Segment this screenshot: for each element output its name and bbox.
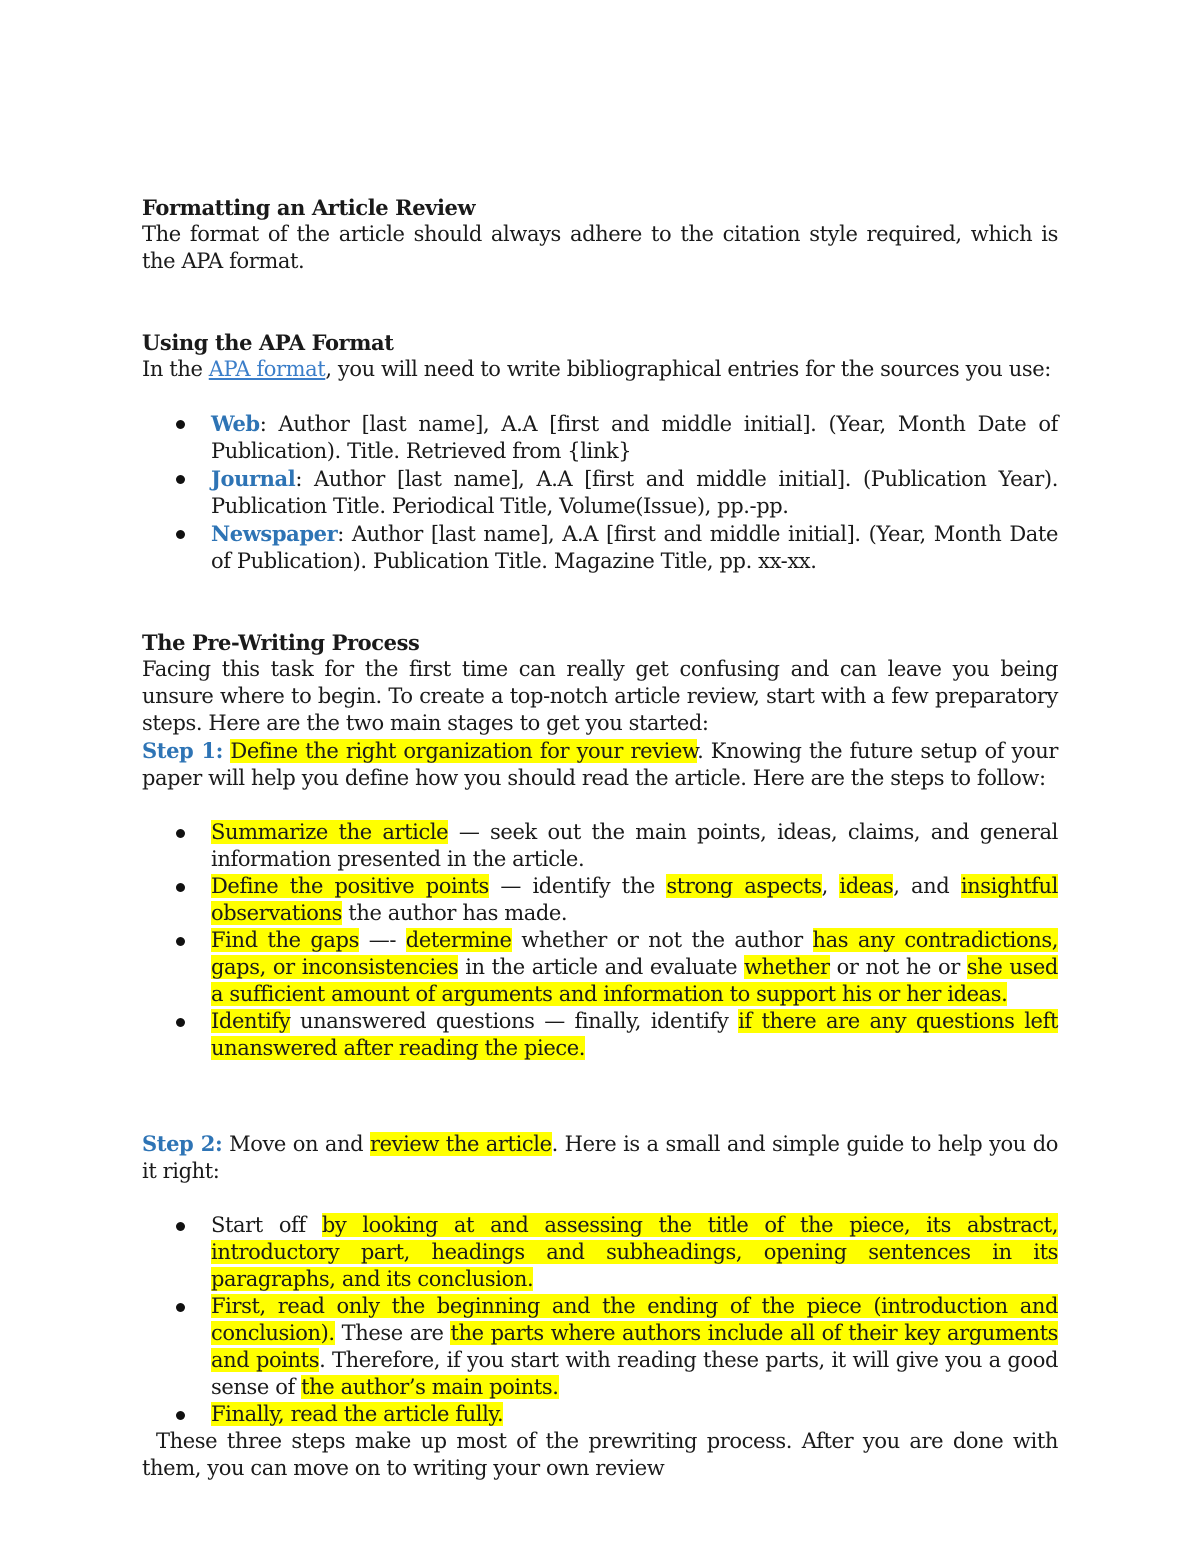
text-start-off: Start off — [211, 1213, 322, 1237]
list-item-identify-questions — [142, 1008, 1058, 1062]
hl-find-gaps: Find the gaps — [211, 928, 359, 952]
apa-citation-list — [142, 410, 1058, 575]
heading-formatting: Formatting an Article Review — [142, 195, 476, 220]
apa-intro-text-a: In the — [142, 357, 209, 381]
text-gaps-a: —- — [358, 928, 406, 952]
hl-positive: Define the positive points — [211, 874, 489, 898]
hl-key-arguments: the parts where authors include all of their key arguments and points — [211, 1321, 1058, 1372]
paragraph-step1 — [142, 737, 1058, 792]
bullet-icon — [176, 883, 185, 892]
hl-main-points: the author’s main points. — [301, 1375, 559, 1399]
hl-determine: determine — [405, 928, 512, 952]
hl-first: First — [211, 1294, 260, 1318]
heading-apa: Using the APA Format — [142, 330, 394, 355]
apa-format-link[interactable]: APA format — [208, 357, 326, 381]
text-gaps-d: or not he or — [829, 955, 967, 979]
hl-read-only: , read only the beginning and the ending of the piece (introduction and conclusion). — [211, 1294, 1058, 1345]
hl-strong-aspects: strong aspects — [666, 874, 822, 898]
step2-highlight: review the article — [369, 1132, 552, 1156]
bullet-icon — [176, 1018, 185, 1027]
section-step2 — [142, 1130, 1058, 1482]
label-journal: Journal — [211, 466, 296, 491]
text-positive-c: , and — [893, 874, 961, 898]
paragraph-formatting: The format of the article should always adhere to the citation style required, which is the APA format. — [142, 222, 1058, 273]
text-therefore: . Therefore, if you start with reading these parts, it will give you a good sense of — [211, 1348, 1058, 1399]
step1-label: Step 1: — [142, 738, 223, 763]
list-item-newspaper — [142, 520, 1058, 575]
paragraph-prewriting: Facing this task for the first time can really get confusing and can leave you being unsure where to begin. To create a top-notch article review, start with a few preparatory steps. Here are the two main stages to get you started: — [142, 657, 1058, 735]
hl-finally: Finally, read the article fully. — [211, 1402, 504, 1426]
hl-insightful: insightful observations — [211, 874, 1058, 925]
apa-intro-text-b: , you will need to write bibliographical entries for the sources you use: — [325, 357, 1051, 381]
section-formatting — [142, 194, 1058, 275]
step1-highlight: Define the right organization for your review — [230, 739, 698, 763]
heading-prewriting: The Pre-Writing Process — [142, 630, 420, 655]
hl-start-off: by looking at and assessing the title of the piece, its abstract, introductory part, headings and subheadings, opening sentences in its paragraphs, and its conclusion. — [211, 1213, 1058, 1291]
text-these-are: These are — [334, 1321, 451, 1345]
bullet-icon — [176, 530, 185, 539]
step2-text-b: . Here is a small and simple guide to help you do it right: — [142, 1132, 1058, 1183]
bullet-icon — [176, 1303, 185, 1312]
list-item-web — [142, 410, 1058, 465]
bullet-icon — [176, 829, 185, 838]
text-summarize: — seek out the main points, ideas, claims, and general information presented in the article. — [211, 820, 1058, 871]
hl-identify: Identify — [211, 1009, 291, 1033]
paragraph-step2 — [142, 1130, 1058, 1185]
hl-summarize: Summarize the article — [211, 820, 449, 844]
list-item-positive-points — [142, 873, 1058, 927]
bullet-icon — [176, 475, 185, 484]
label-newspaper: Newspaper — [211, 521, 338, 546]
list-item-finally — [142, 1401, 1058, 1428]
bullet-icon — [176, 937, 185, 946]
hl-sufficient: she used a sufficient amount of arguments and information to support his or her ideas. — [211, 955, 1058, 1006]
step2-list — [142, 1212, 1058, 1428]
section-apa — [142, 329, 1058, 575]
text-gaps-b: whether or not the author — [511, 928, 813, 952]
step1-text: . Knowing the future setup of your paper will help you define how you should read the article. Here are the steps to follow: — [142, 739, 1058, 790]
list-item-first — [142, 1293, 1058, 1401]
bullet-icon — [176, 1411, 185, 1420]
bullet-icon — [176, 1222, 185, 1231]
text-newspaper: : Author [last name], A.A [first and middle initial]. (Year, Month Date of Publication). Publication Title. Magazine Title, pp. xx-xx. — [211, 522, 1058, 573]
hl-whether: whether — [744, 955, 830, 979]
text-web: : Author [last name], A.A [first and middle initial]. (Year, Month Date of Publication). Title. Retrieved from {link} — [211, 412, 1058, 463]
hl-contradictions: has any contradictions, gaps, or inconsistencies — [211, 928, 1058, 979]
text-journal: : Author [last name], A.A [first and middle initial]. (Publication Year). Publication Title. Periodical Title, Volume(Issue), pp.-pp. — [211, 467, 1058, 518]
step1-list — [142, 819, 1058, 1062]
text-positive-d: the author has made. — [342, 901, 568, 925]
hl-unanswered: if there are any questions left unanswered after reading the piece. — [211, 1009, 1058, 1060]
step2-text-a: Move on and — [222, 1132, 370, 1156]
text-positive-b: , — [821, 874, 840, 898]
section-prewriting — [142, 629, 1058, 1062]
step2-label: Step 2: — [142, 1131, 223, 1156]
hl-ideas: ideas — [839, 874, 894, 898]
bullet-icon — [176, 420, 185, 429]
list-item-start-off — [142, 1212, 1058, 1293]
text-gaps-c: in the article and evaluate — [458, 955, 745, 979]
list-item-find-gaps — [142, 927, 1058, 1008]
paragraph-apa-intro — [142, 356, 1058, 383]
text-identify: unanswered questions — finally, identify — [290, 1009, 739, 1033]
text-positive-a: — identify the — [488, 874, 667, 898]
paragraph-closing: These three steps make up most of the prewriting process. After you are done with them, you can move on to writing your own review — [142, 1429, 1058, 1480]
list-item-journal — [142, 465, 1058, 520]
list-item-summarize — [142, 819, 1058, 873]
label-web: Web — [211, 411, 260, 436]
